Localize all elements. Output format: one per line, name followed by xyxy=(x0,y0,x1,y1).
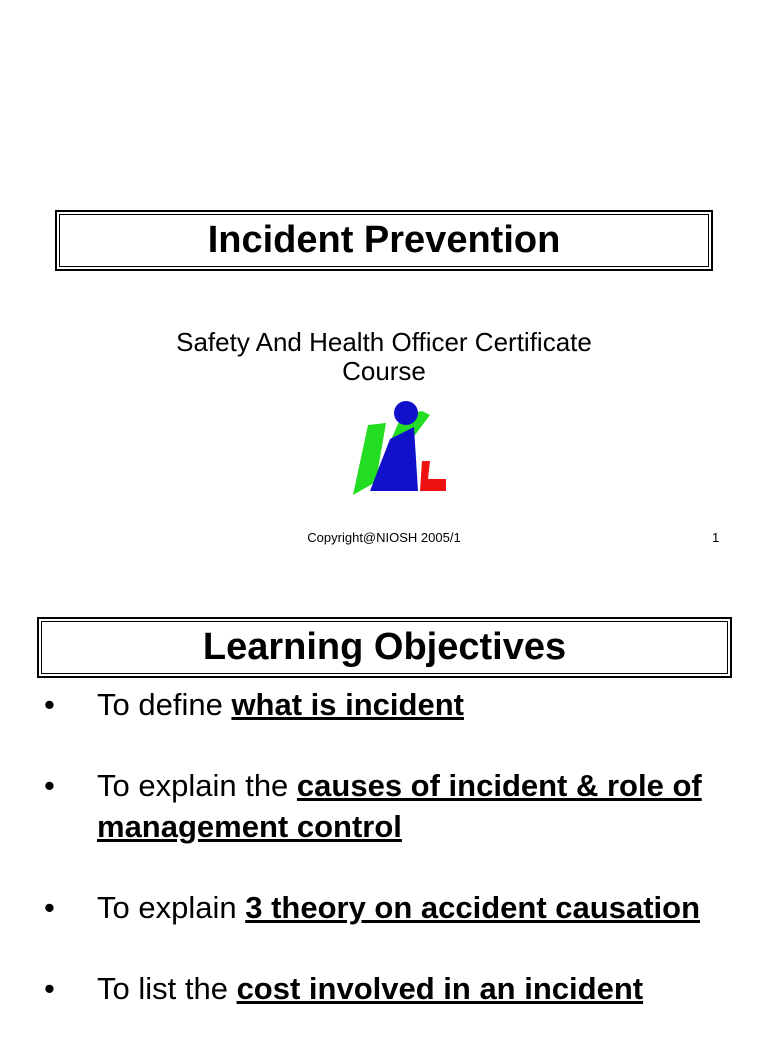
slide-title-box xyxy=(55,210,713,271)
subtitle-line-1: Safety And Health Officer Certificate xyxy=(176,327,592,357)
niosh-logo-icon xyxy=(350,399,450,502)
logo-red-shape xyxy=(420,461,446,491)
slide-title-box xyxy=(37,617,732,678)
objective-lead: To list the xyxy=(97,971,237,1006)
objective-emphasis: what is incident xyxy=(231,687,464,722)
slide-title: Incident Prevention xyxy=(59,214,709,267)
objective-item xyxy=(44,684,744,725)
slide-number: 1 xyxy=(712,530,720,545)
logo-blue-head xyxy=(394,401,418,425)
objective-item xyxy=(44,887,744,928)
slide-title: Learning Objectives xyxy=(41,621,728,674)
objective-lead: To explain xyxy=(97,890,246,925)
bullet: • xyxy=(44,971,55,1006)
bullet: • xyxy=(44,768,55,803)
bullet: • xyxy=(44,890,55,925)
copyright-text: Copyright@NIOSH 2005/1 xyxy=(307,530,461,545)
objective-lead: To explain the xyxy=(97,768,297,803)
objective-emphasis: 3 theory on accident causation xyxy=(245,890,701,925)
objective-item xyxy=(44,765,744,847)
objective-item xyxy=(44,968,744,1009)
objective-emphasis: causes of incident & role of management control xyxy=(97,768,702,844)
slide-subtitle xyxy=(84,328,684,386)
bullet: • xyxy=(44,687,55,722)
objective-emphasis: cost involved in an incident xyxy=(236,971,644,1006)
objective-lead: To define xyxy=(97,687,232,722)
objectives-list xyxy=(44,684,744,1049)
subtitle-line-2: Course xyxy=(342,356,426,386)
